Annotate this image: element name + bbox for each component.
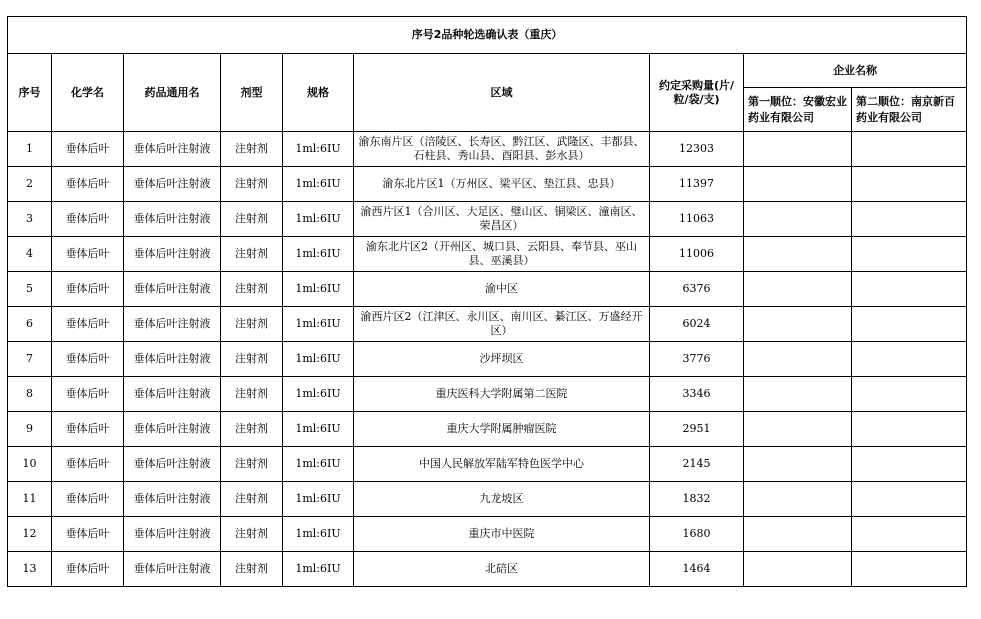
cell-region: 渝西片区2（江津区、永川区、南川区、綦江区、万盛经开区） bbox=[354, 307, 650, 342]
cell-seq: 11 bbox=[8, 482, 52, 517]
cell-seq: 3 bbox=[8, 202, 52, 237]
cell-company-first bbox=[744, 237, 852, 272]
header-region: 区域 bbox=[354, 54, 650, 132]
cell-company-second bbox=[852, 132, 967, 167]
cell-company-second bbox=[852, 342, 967, 377]
cell-quantity: 1832 bbox=[650, 482, 744, 517]
cell-quantity: 3776 bbox=[650, 342, 744, 377]
header-seq: 序号 bbox=[8, 54, 52, 132]
cell-dosage-form: 注射剂 bbox=[221, 272, 283, 307]
cell-dosage-form: 注射剂 bbox=[221, 552, 283, 587]
header-company-first: 第一顺位：安徽宏业药业有限公司 bbox=[744, 88, 852, 132]
cell-generic-name: 垂体后叶注射液 bbox=[124, 377, 221, 412]
cell-company-first bbox=[744, 202, 852, 237]
cell-generic-name: 垂体后叶注射液 bbox=[124, 552, 221, 587]
cell-quantity: 2145 bbox=[650, 447, 744, 482]
cell-seq: 12 bbox=[8, 517, 52, 552]
header-dosage-form: 剂型 bbox=[221, 54, 283, 132]
cell-spec: 1ml:6IU bbox=[283, 447, 354, 482]
header-spec: 规格 bbox=[283, 54, 354, 132]
table-row bbox=[8, 377, 967, 412]
cell-chemical-name: 垂体后叶 bbox=[52, 482, 124, 517]
cell-spec: 1ml:6IU bbox=[283, 552, 354, 587]
cell-generic-name: 垂体后叶注射液 bbox=[124, 342, 221, 377]
cell-company-second bbox=[852, 552, 967, 587]
cell-company-first bbox=[744, 412, 852, 447]
cell-quantity: 11006 bbox=[650, 237, 744, 272]
cell-generic-name: 垂体后叶注射液 bbox=[124, 447, 221, 482]
cell-company-second bbox=[852, 517, 967, 552]
cell-region: 渝东北片区1（万州区、梁平区、垫江县、忠县） bbox=[354, 167, 650, 202]
cell-dosage-form: 注射剂 bbox=[221, 342, 283, 377]
cell-generic-name: 垂体后叶注射液 bbox=[124, 517, 221, 552]
cell-quantity: 3346 bbox=[650, 377, 744, 412]
table-title: 序号2品种轮选确认表（重庆） bbox=[8, 17, 967, 54]
cell-spec: 1ml:6IU bbox=[283, 517, 354, 552]
cell-chemical-name: 垂体后叶 bbox=[52, 447, 124, 482]
header-generic-name: 药品通用名 bbox=[124, 54, 221, 132]
header-company-second: 第二顺位：南京新百药业有限公司 bbox=[852, 88, 967, 132]
table-row bbox=[8, 482, 967, 517]
cell-dosage-form: 注射剂 bbox=[221, 167, 283, 202]
table-body bbox=[8, 132, 967, 587]
cell-seq: 13 bbox=[8, 552, 52, 587]
cell-spec: 1ml:6IU bbox=[283, 482, 354, 517]
cell-dosage-form: 注射剂 bbox=[221, 447, 283, 482]
cell-company-second bbox=[852, 447, 967, 482]
cell-quantity: 11397 bbox=[650, 167, 744, 202]
cell-dosage-form: 注射剂 bbox=[221, 307, 283, 342]
cell-region: 重庆市中医院 bbox=[354, 517, 650, 552]
cell-company-first bbox=[744, 307, 852, 342]
table-row bbox=[8, 447, 967, 482]
cell-spec: 1ml:6IU bbox=[283, 237, 354, 272]
cell-dosage-form: 注射剂 bbox=[221, 517, 283, 552]
cell-region: 重庆大学附属肿瘤医院 bbox=[354, 412, 650, 447]
cell-chemical-name: 垂体后叶 bbox=[52, 377, 124, 412]
cell-region: 渝东北片区2（开州区、城口县、云阳县、奉节县、巫山县、巫溪县） bbox=[354, 237, 650, 272]
cell-company-first bbox=[744, 132, 852, 167]
cell-quantity: 6376 bbox=[650, 272, 744, 307]
cell-quantity: 11063 bbox=[650, 202, 744, 237]
cell-company-first bbox=[744, 482, 852, 517]
cell-dosage-form: 注射剂 bbox=[221, 482, 283, 517]
cell-seq: 7 bbox=[8, 342, 52, 377]
cell-region: 渝中区 bbox=[354, 272, 650, 307]
cell-dosage-form: 注射剂 bbox=[221, 377, 283, 412]
table-row bbox=[8, 132, 967, 167]
cell-company-first bbox=[744, 517, 852, 552]
cell-company-second bbox=[852, 307, 967, 342]
header-company-group: 企业名称 bbox=[744, 54, 967, 88]
cell-seq: 9 bbox=[8, 412, 52, 447]
table-row bbox=[8, 272, 967, 307]
cell-company-first bbox=[744, 377, 852, 412]
cell-seq: 6 bbox=[8, 307, 52, 342]
cell-company-second bbox=[852, 272, 967, 307]
table-row bbox=[8, 167, 967, 202]
cell-spec: 1ml:6IU bbox=[283, 412, 354, 447]
cell-generic-name: 垂体后叶注射液 bbox=[124, 167, 221, 202]
cell-spec: 1ml:6IU bbox=[283, 167, 354, 202]
cell-generic-name: 垂体后叶注射液 bbox=[124, 482, 221, 517]
cell-region: 渝西片区1（合川区、大足区、璧山区、铜梁区、潼南区、荣昌区） bbox=[354, 202, 650, 237]
cell-company-first bbox=[744, 272, 852, 307]
cell-quantity: 2951 bbox=[650, 412, 744, 447]
cell-chemical-name: 垂体后叶 bbox=[52, 202, 124, 237]
table-row bbox=[8, 342, 967, 377]
table-row bbox=[8, 307, 967, 342]
cell-region: 中国人民解放军陆军特色医学中心 bbox=[354, 447, 650, 482]
cell-chemical-name: 垂体后叶 bbox=[52, 342, 124, 377]
cell-seq: 2 bbox=[8, 167, 52, 202]
cell-generic-name: 垂体后叶注射液 bbox=[124, 132, 221, 167]
cell-spec: 1ml:6IU bbox=[283, 202, 354, 237]
table-row bbox=[8, 202, 967, 237]
cell-company-second bbox=[852, 237, 967, 272]
cell-company-second bbox=[852, 202, 967, 237]
cell-seq: 1 bbox=[8, 132, 52, 167]
cell-chemical-name: 垂体后叶 bbox=[52, 132, 124, 167]
selection-table bbox=[7, 16, 967, 587]
cell-generic-name: 垂体后叶注射液 bbox=[124, 237, 221, 272]
cell-chemical-name: 垂体后叶 bbox=[52, 237, 124, 272]
cell-chemical-name: 垂体后叶 bbox=[52, 552, 124, 587]
table-row bbox=[8, 552, 967, 587]
cell-spec: 1ml:6IU bbox=[283, 132, 354, 167]
cell-spec: 1ml:6IU bbox=[283, 377, 354, 412]
cell-chemical-name: 垂体后叶 bbox=[52, 412, 124, 447]
cell-dosage-form: 注射剂 bbox=[221, 132, 283, 167]
cell-seq: 8 bbox=[8, 377, 52, 412]
cell-company-second bbox=[852, 412, 967, 447]
cell-region: 沙坪坝区 bbox=[354, 342, 650, 377]
cell-dosage-form: 注射剂 bbox=[221, 237, 283, 272]
cell-chemical-name: 垂体后叶 bbox=[52, 307, 124, 342]
cell-quantity: 6024 bbox=[650, 307, 744, 342]
cell-generic-name: 垂体后叶注射液 bbox=[124, 202, 221, 237]
cell-spec: 1ml:6IU bbox=[283, 272, 354, 307]
cell-company-first bbox=[744, 447, 852, 482]
cell-company-first bbox=[744, 342, 852, 377]
cell-company-first bbox=[744, 167, 852, 202]
cell-dosage-form: 注射剂 bbox=[221, 412, 283, 447]
cell-chemical-name: 垂体后叶 bbox=[52, 272, 124, 307]
table-row bbox=[8, 517, 967, 552]
cell-company-second bbox=[852, 377, 967, 412]
cell-region: 重庆医科大学附属第二医院 bbox=[354, 377, 650, 412]
cell-company-first bbox=[744, 552, 852, 587]
cell-region: 渝东南片区（涪陵区、长寿区、黔江区、武隆区、丰都县、石柱县、秀山县、酉阳县、彭水县） bbox=[354, 132, 650, 167]
cell-generic-name: 垂体后叶注射液 bbox=[124, 272, 221, 307]
cell-company-second bbox=[852, 482, 967, 517]
cell-generic-name: 垂体后叶注射液 bbox=[124, 307, 221, 342]
cell-quantity: 1464 bbox=[650, 552, 744, 587]
cell-seq: 4 bbox=[8, 237, 52, 272]
cell-generic-name: 垂体后叶注射液 bbox=[124, 412, 221, 447]
cell-spec: 1ml:6IU bbox=[283, 342, 354, 377]
cell-spec: 1ml:6IU bbox=[283, 307, 354, 342]
cell-region: 九龙坡区 bbox=[354, 482, 650, 517]
cell-dosage-form: 注射剂 bbox=[221, 202, 283, 237]
header-quantity: 约定采购量(片/粒/袋/支) bbox=[650, 54, 744, 132]
cell-chemical-name: 垂体后叶 bbox=[52, 517, 124, 552]
cell-region: 北碚区 bbox=[354, 552, 650, 587]
cell-seq: 5 bbox=[8, 272, 52, 307]
table-row bbox=[8, 237, 967, 272]
header-chemical-name: 化学名 bbox=[52, 54, 124, 132]
cell-quantity: 1680 bbox=[650, 517, 744, 552]
cell-chemical-name: 垂体后叶 bbox=[52, 167, 124, 202]
cell-quantity: 12303 bbox=[650, 132, 744, 167]
cell-seq: 10 bbox=[8, 447, 52, 482]
cell-company-second bbox=[852, 167, 967, 202]
table-row bbox=[8, 412, 967, 447]
